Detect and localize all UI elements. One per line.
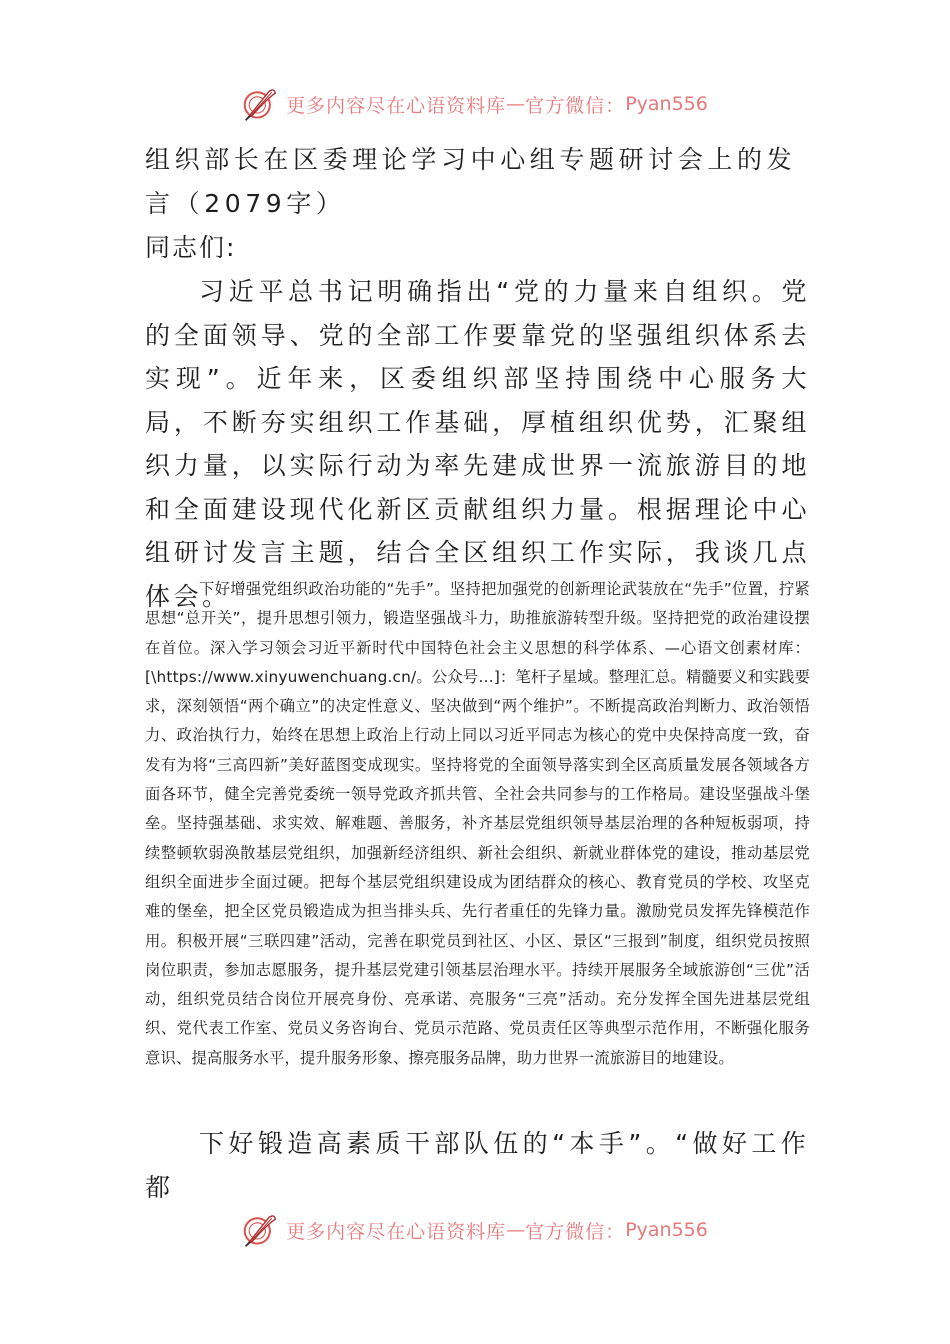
banner-text: 更多内容尽在心语资料库 — [286, 1220, 507, 1243]
paragraph-section-2-start: 下好锻造高素质干部队伍的“本手”。“做好工作都 — [145, 1129, 810, 1202]
quill-pen-icon — [242, 1212, 278, 1248]
banner-official-label: 官方微信： — [525, 94, 626, 117]
banner-text: 更多内容尽在心语资料库 — [286, 94, 507, 117]
document-title: 组织部长在区委理论学习中心组专题研讨会上的发言（2079字） — [145, 145, 797, 218]
footer-banner[interactable] — [0, 1208, 950, 1252]
greeting: 同志们: — [145, 233, 237, 262]
banner-separator: — — [506, 93, 526, 115]
banner-wechat-id: Pyan556 — [625, 93, 708, 115]
quill-pen-icon — [242, 86, 278, 122]
header-banner[interactable] — [0, 82, 950, 126]
banner-official-label: 官方微信： — [525, 1220, 626, 1243]
paragraph-intro: 习近平总书记明确指出“党的力量来自组织。党的全面领导、党的全部工作要靠党的坚强组织体系去实现”。近年来，区委组织部坚持围绕中心服务大局，不断夯实组织工作基础，厚植组织优势，汇聚组织力量，以实际行动为率先建成世界一流旅游目的地和全面建设现代化新区贡献组织力量。根据理论中心组研讨发言主题，结合全区组织工作实际，我谈几点体会。 — [145, 277, 810, 611]
banner-wechat-id: Pyan556 — [625, 1219, 708, 1241]
banner-separator: — — [506, 1219, 526, 1241]
paragraph-section-1: 下好增强党组织政治功能的“先手”。坚持把加强党的创新理论武装放在“先手”位置，拧紧思想“总开关”，提升思想引领力，锻造坚强战斗力，助推旅游转型升级。坚持把党的政治建设摆在首位。深入学习领会习近平新时代中国特色社会主义思想的科学体系、—心语文创素材库：[\https://www.xinyuwenchuang.cn/。公众号…]：笔杆子星域。整理汇总。精髓要义和实践要求，深刻领悟“两个确立”的决定性意义、坚决做到“两个维护”。不断提高政治判断力、政治领悟力、政治执行力，始终在思想上政治上行动上同以习近平同志为核心的党中央保持高度一致，奋发有为将“三高四新”美好蓝图变成现实。坚持将党的全面领导落实到全区高质量发展各领域各方面各环节，健全完善党委统一领导党政齐抓共管、全社会共同参与的工作格局。建设坚强战斗堡垒。坚持强基础、求实效、解难题、善服务，补齐基层党组织领导基层治理的各种短板弱项，持续整顿软弱涣散基层党组织，加强新经济组织、新社会组织、新就业群体党的建设，推动基层党组织全面进步全面过硬。把每个基层党组织建设成为团结群众的核心、教育党员的学校、攻坚克难的堡垒，把全区党员锻造成为担当排头兵、先行者重任的先锋力量。激励党员发挥先锋模范作用。积极开展“三联四建”活动，完善在职党员到社区、小区、景区“三报到”制度，组织党员按照岗位职责，参加志愿服务，提升基层党建引领基层治理水平。持续开展服务全域旅游创“三优”活动，组织党员结合岗位开展亮身份、亮承诺、亮服务“三亮”活动。充分发挥全国先进基层党组织、党代表工作室、党员义务咨询台、党员示范路、党员责任区等典型示范作用，不断强化服务意识、提高服务水平，提升服务形象、擦亮服务品牌，助力世界一流旅游目的地建设。 — [145, 580, 810, 1067]
